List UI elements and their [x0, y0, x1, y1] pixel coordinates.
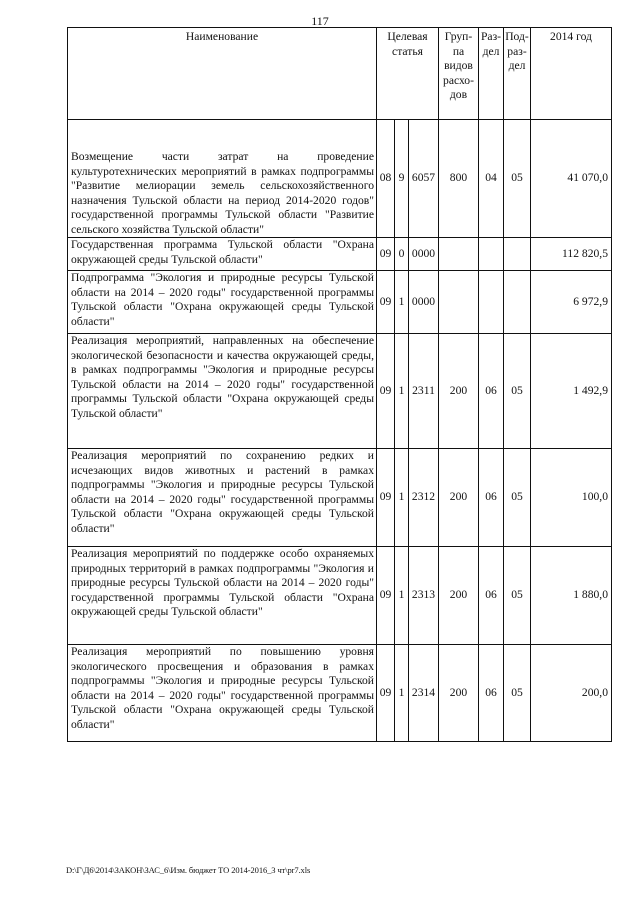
row-code-b: 1 — [395, 547, 409, 645]
row-code-a: 09 — [377, 645, 395, 742]
row-group: 200 — [439, 547, 479, 645]
table-row — [68, 120, 612, 238]
row-subsection: 05 — [504, 645, 531, 742]
row-name: Возмещение части затрат на проведение культуротехнических мероприятий в рамках подпрограммы "Развитие мелиорации земель сельскохозяйственного назначения Тульской области на период 2014-2020 годов" государственной программы Тульской области "Развитие сельского хозяйства Тульской области" — [68, 120, 377, 238]
row-group: 800 — [439, 120, 479, 238]
row-amount: 41 070,0 — [531, 120, 612, 238]
file-path-footer: D:\Г\Д6\2014\ЗАКОН\ЗАС_6\Изм. бюджет ТО 2014-2016_3 чт\pr7.xls — [66, 865, 311, 875]
row-name: Реализация мероприятий по повышению уровня экологического просвещения и образования в рамках подпрограммы "Экология и природные ресурсы Тульской области на 2014 – 2020 годы" государственной программы Тульской области "Охрана окружающей среды Тульской области" — [68, 645, 377, 742]
header-year: 2014 год — [531, 28, 612, 120]
row-group: 200 — [439, 334, 479, 449]
page-number: 117 — [311, 14, 329, 28]
row-section — [479, 238, 504, 271]
row-section: 06 — [479, 547, 504, 645]
budget-table — [67, 27, 612, 742]
row-name: Государственная программа Тульской области "Охрана окружающей среды Тульской области" — [68, 238, 377, 271]
row-code-c: 2314 — [409, 645, 439, 742]
table-row — [68, 334, 612, 449]
row-section: 06 — [479, 334, 504, 449]
row-code-a: 09 — [377, 449, 395, 547]
row-section: 06 — [479, 449, 504, 547]
row-code-b: 9 — [395, 120, 409, 238]
table-row — [68, 449, 612, 547]
row-group: 200 — [439, 645, 479, 742]
row-subsection: 05 — [504, 547, 531, 645]
row-code-c: 2312 — [409, 449, 439, 547]
row-group — [439, 238, 479, 271]
row-name: Реализация мероприятий, направленных на обеспечение экологической безопасности и качества окружающей среды, в рамках подпрограммы "Экология и природные ресурсы Тульской области на 2014 – 2020 годы" государственной программы Тульской области "Охрана окружающей среды Тульской области" — [68, 334, 377, 449]
row-section: 04 — [479, 120, 504, 238]
table-row — [68, 547, 612, 645]
row-amount: 112 820,5 — [531, 238, 612, 271]
row-code-b: 1 — [395, 334, 409, 449]
row-section: 06 — [479, 645, 504, 742]
row-amount: 1 880,0 — [531, 547, 612, 645]
row-code-b: 1 — [395, 449, 409, 547]
row-code-c: 2313 — [409, 547, 439, 645]
row-code-b: 0 — [395, 238, 409, 271]
header-target: Целевая статья — [377, 28, 439, 120]
row-subsection: 05 — [504, 334, 531, 449]
row-amount: 1 492,9 — [531, 334, 612, 449]
row-name: Подпрограмма "Экология и природные ресурсы Тульской области на 2014 – 2020 годы" государственной программы Тульской области "Охрана окружающей среды Тульской области" — [68, 271, 377, 334]
row-name: Реализация мероприятий по поддержке особо охраняемых природных территорий в рамках подпрограммы "Экология и природные ресурсы Тульской области на 2014 – 2020 годы" государственной программы Тульской области "Охрана окружающей среды Тульской области" — [68, 547, 377, 645]
row-code-a: 08 — [377, 120, 395, 238]
header-group: Груп-па видов расхо-дов — [439, 28, 479, 120]
row-code-b: 1 — [395, 645, 409, 742]
row-code-a: 09 — [377, 334, 395, 449]
row-amount: 6 972,9 — [531, 271, 612, 334]
row-subsection: 05 — [504, 120, 531, 238]
table-header-row — [68, 28, 612, 120]
table-row — [68, 238, 612, 271]
row-code-a: 09 — [377, 238, 395, 271]
row-code-c: 6057 — [409, 120, 439, 238]
row-group: 200 — [439, 449, 479, 547]
row-amount: 200,0 — [531, 645, 612, 742]
row-name: Реализация мероприятий по сохранению редких и исчезающих видов животных и растений в рамках подпрограммы "Экология и природные ресурсы Тульской области на 2014 – 2020 годы" государственной программы Тульской области "Охрана окружающей среды Тульской области" — [68, 449, 377, 547]
table-row — [68, 271, 612, 334]
table-row — [68, 645, 612, 742]
row-code-c: 2311 — [409, 334, 439, 449]
header-section: Раз-дел — [479, 28, 504, 120]
row-code-a: 09 — [377, 547, 395, 645]
row-section — [479, 271, 504, 334]
row-code-a: 09 — [377, 271, 395, 334]
row-subsection — [504, 271, 531, 334]
row-code-b: 1 — [395, 271, 409, 334]
header-name: Наименование — [68, 28, 377, 120]
row-amount: 100,0 — [531, 449, 612, 547]
header-subsection: Под-раз-дел — [504, 28, 531, 120]
row-code-c: 0000 — [409, 271, 439, 334]
row-subsection — [504, 238, 531, 271]
row-group — [439, 271, 479, 334]
row-code-c: 0000 — [409, 238, 439, 271]
row-subsection: 05 — [504, 449, 531, 547]
